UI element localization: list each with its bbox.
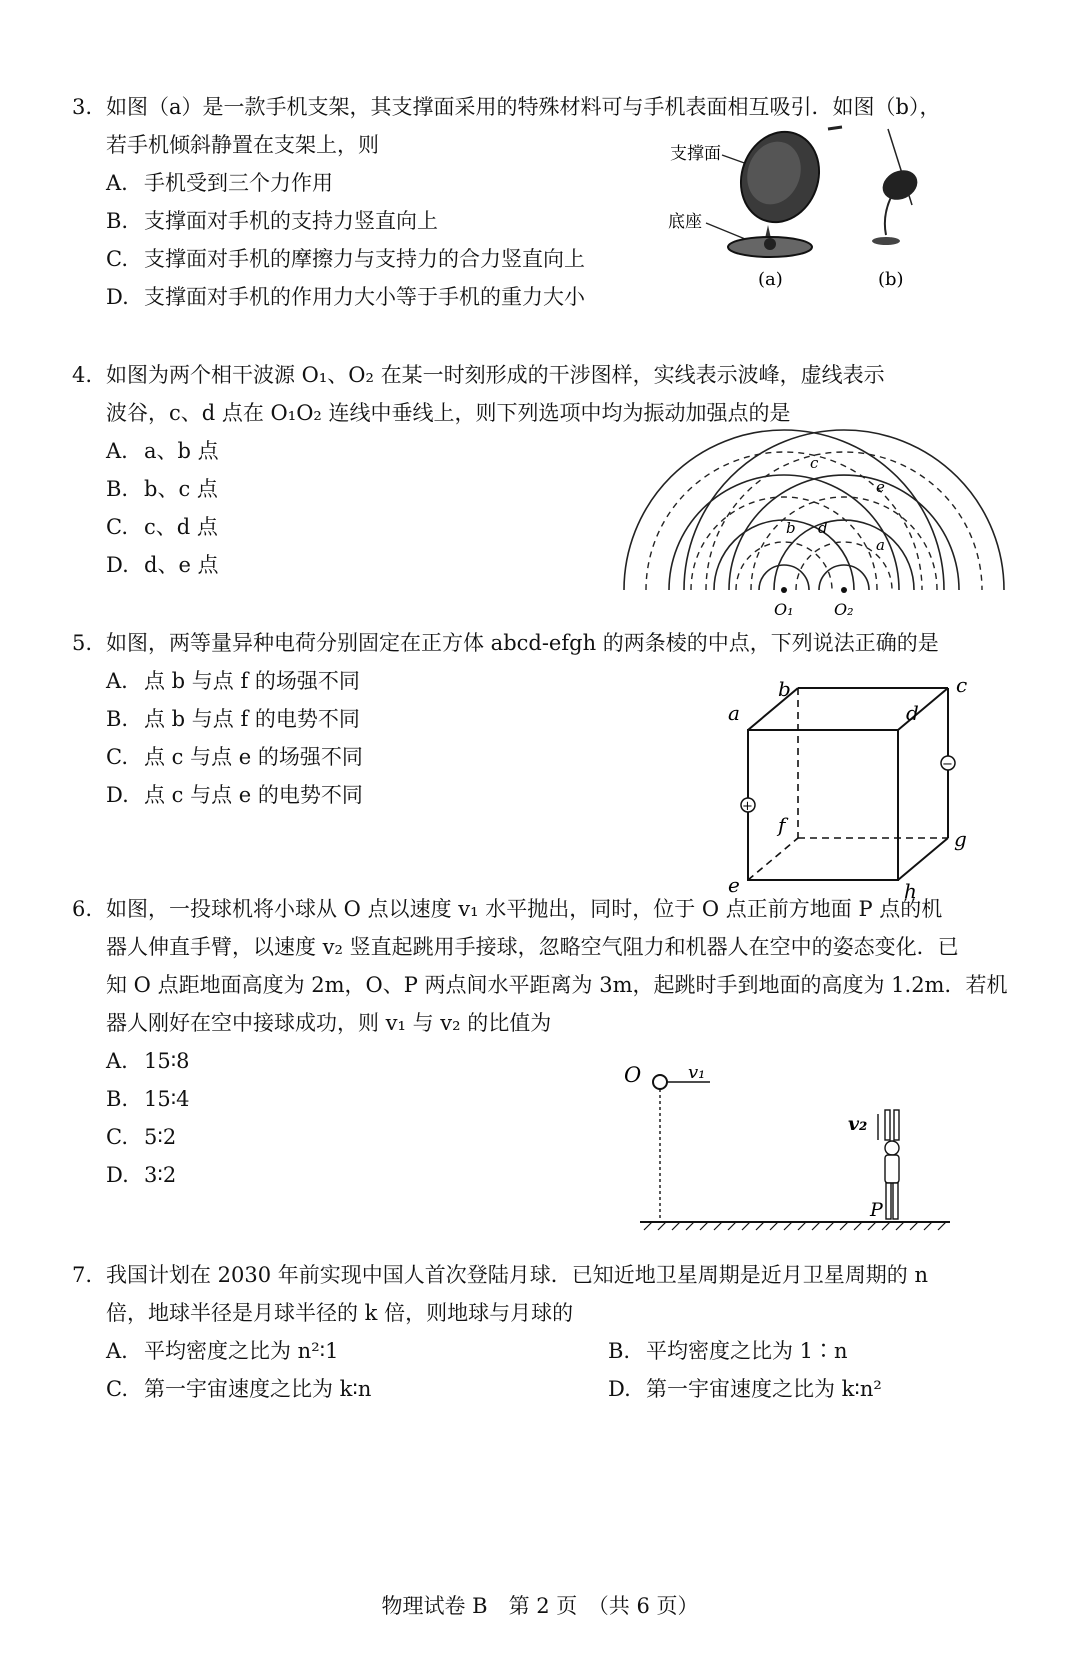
- ball: [653, 1075, 667, 1089]
- label-v2: v₂: [848, 1113, 868, 1135]
- option-c[interactable]: C. c、d 点: [106, 515, 218, 539]
- vertex-f: f: [778, 813, 786, 837]
- cube-front-face: [748, 730, 898, 880]
- source-o2: [841, 587, 847, 593]
- stem-text: 器人刚好在空中接球成功，则 v₁ 与 v₂ 的比值为: [106, 1011, 552, 1035]
- question-number: 5.: [72, 631, 93, 655]
- svg-text:+: +: [742, 799, 753, 814]
- stem-text: 倍，地球半径是月球半径的 k 倍，则地球与月球的: [106, 1301, 574, 1325]
- label-o: O: [624, 1063, 642, 1087]
- label-v1: v₁: [688, 1062, 706, 1083]
- label-base: 底座: [668, 212, 702, 232]
- trough-arc-o1: [646, 452, 922, 590]
- stem-text: 器人伸直手臂，以速度 v₂ 竖直起跳用手接球，忽略空气阻力和机器人在空中的姿态变化．已: [106, 935, 959, 959]
- trough-arc-o1: [691, 497, 877, 590]
- question-4-stem: [72, 356, 1032, 432]
- question-number: 7.: [72, 1263, 93, 1287]
- stem-text: 如图（a）是一款手机支架，其支撑面采用的特殊材料可与手机表面相互吸引．如图（b），: [106, 95, 941, 119]
- option-d[interactable]: D. 点 c 与点 e 的电势不同: [106, 783, 363, 807]
- vertex-d: d: [906, 701, 919, 725]
- phone-holder-figure: [660, 125, 1060, 315]
- option-a[interactable]: A. 15∶8: [106, 1049, 190, 1073]
- question-number: 6.: [72, 897, 93, 921]
- stem-text: 如图为两个相干波源 O₁、O₂ 在某一时刻形成的干涉图样，实线表示波峰，虚线表示: [106, 363, 885, 387]
- option-b[interactable]: B. b、c 点: [106, 477, 218, 501]
- crest-arc-o2: [819, 565, 869, 590]
- question-number: 4.: [72, 363, 93, 387]
- label-support-surface: 支撑面: [670, 144, 721, 164]
- vertex-c: c: [956, 673, 968, 697]
- option-d[interactable]: D. d、e 点: [106, 553, 219, 577]
- trough-arc-o2: [751, 497, 937, 590]
- label-o1: O₁: [774, 600, 794, 619]
- vertex-e: e: [728, 873, 740, 897]
- robot: [885, 1110, 899, 1219]
- svg-text:−: −: [942, 757, 953, 772]
- option-d[interactable]: D. 支撑面对手机的作用力大小等于手机的重力大小: [106, 285, 585, 309]
- point-e: e: [876, 478, 885, 496]
- point-b: b: [786, 519, 796, 537]
- vertex-a: a: [728, 701, 740, 725]
- vertex-g: g: [954, 827, 967, 851]
- stem-text: 如图，两等量异种电荷分别固定在正方体 abcd-efgh 的两条棱的中点，下列说法正确的是: [106, 631, 939, 655]
- question-7-stem: [72, 1256, 1032, 1332]
- option-b[interactable]: B. 15∶4: [106, 1087, 190, 1111]
- stem-text: 若手机倾斜静置在支架上，则: [106, 133, 379, 157]
- question-number: 3.: [72, 95, 93, 119]
- option-b[interactable]: B. 平均密度之比为 1∶n: [608, 1339, 848, 1363]
- option-d[interactable]: D. 第一宇宙速度之比为 k∶n²: [608, 1377, 882, 1401]
- option-b[interactable]: B. 支撑面对手机的支持力竖直向上: [106, 209, 438, 233]
- stem-text: 波谷，c、d 点在 O₁O₂ 连线中垂线上，则下列选项中均为振动加强点的是: [106, 401, 791, 425]
- trough-arc-o2: [706, 452, 982, 590]
- label-o2: O₂: [834, 600, 854, 619]
- label-p: P: [870, 1199, 883, 1221]
- option-c[interactable]: C. 第一宇宙速度之比为 k∶n: [106, 1377, 372, 1401]
- tilted-phone: [878, 165, 922, 206]
- option-a[interactable]: A. 平均密度之比为 n²∶1: [106, 1339, 339, 1363]
- point-d: d: [818, 519, 828, 537]
- option-d[interactable]: D. 3∶2: [106, 1163, 177, 1187]
- option-c[interactable]: C. 5∶2: [106, 1125, 177, 1149]
- page-footer: 物理试卷 B 第 2 页 （共 6 页）: [381, 1594, 699, 1618]
- caption-b: (b): [878, 269, 904, 290]
- stem-text: 知 O 点距地面高度为 2m，O、P 两点间水平距离为 3m，起跳时手到地面的高度为 1.2m．若机: [106, 973, 1008, 997]
- projectile-figure: [624, 1060, 990, 1240]
- option-c[interactable]: C. 支撑面对手机的摩擦力与支持力的合力竖直向上: [106, 247, 585, 271]
- option-c[interactable]: C. 点 c 与点 e 的场强不同: [106, 745, 363, 769]
- option-a[interactable]: A. 点 b 与点 f 的场强不同: [106, 669, 360, 693]
- option-a[interactable]: A. 手机受到三个力作用: [106, 171, 333, 195]
- interference-figure: [640, 440, 990, 640]
- option-b[interactable]: B. 点 b 与点 f 的电势不同: [106, 707, 360, 731]
- vertex-h: h: [904, 879, 917, 903]
- question-5-stem: [72, 624, 1032, 662]
- source-o1: [781, 587, 787, 593]
- stem-text: 如图，一投球机将小球从 O 点以速度 v₁ 水平抛出，同时，位于 O 点正前方地面 P 点的机: [106, 897, 943, 921]
- point-c: c: [810, 454, 819, 472]
- option-a[interactable]: A. a、b 点: [106, 439, 219, 463]
- vertex-b: b: [778, 677, 791, 701]
- question-6-stem: [72, 890, 1032, 1042]
- caption-a: (a): [758, 269, 783, 290]
- point-a: a: [876, 536, 885, 554]
- stem-text: 我国计划在 2030 年前实现中国人首次登陆月球．已知近地卫星周期是近月卫星周期的 n: [106, 1263, 928, 1287]
- cube-figure: [720, 673, 980, 910]
